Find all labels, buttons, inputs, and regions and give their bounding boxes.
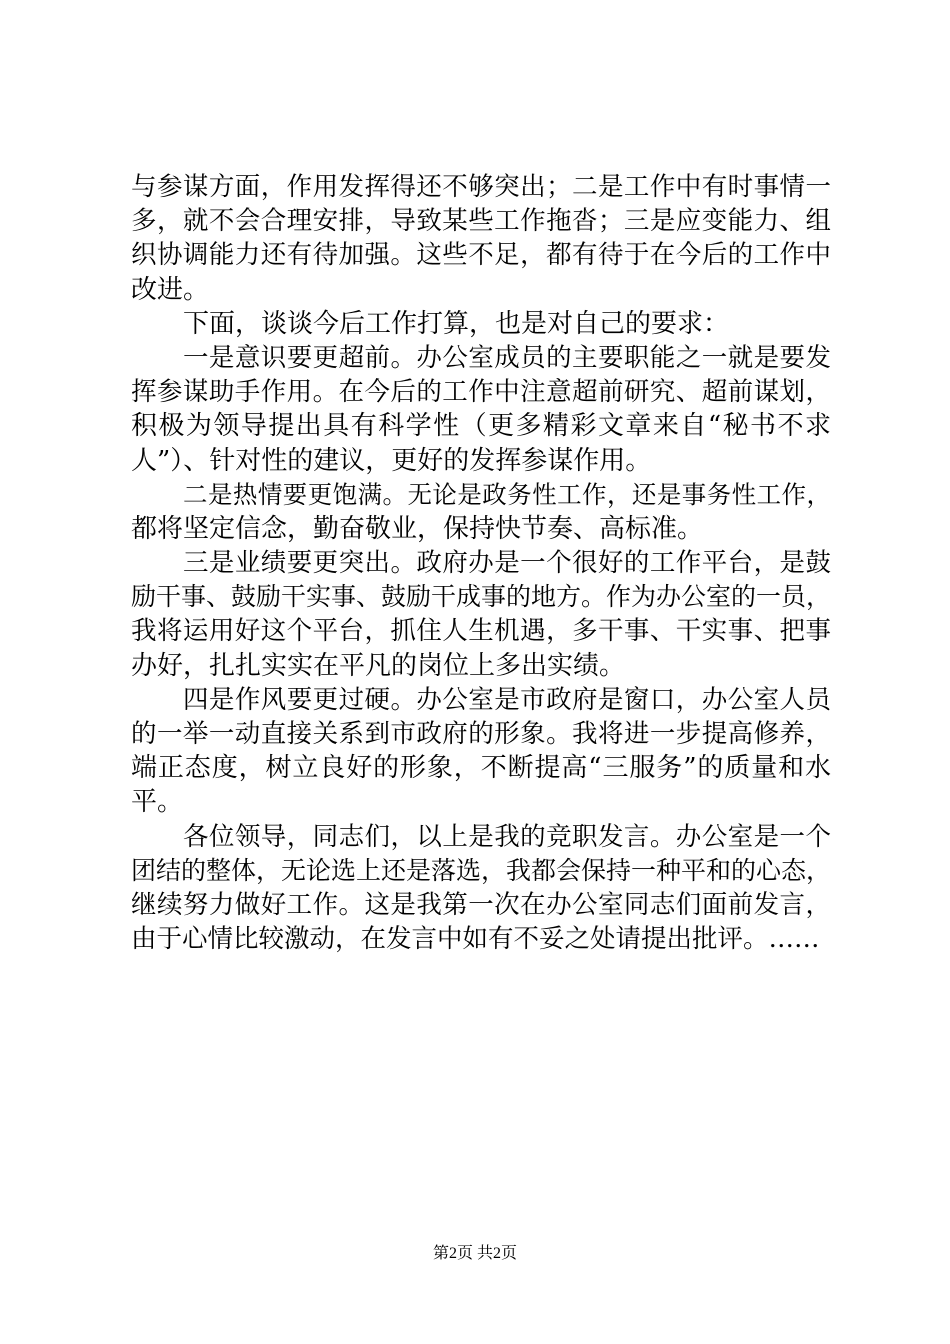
text-line: 励干事、鼓励干实事、鼓励干成事的地方。作为办公室的一员，	[131, 582, 832, 612]
text-line: 都将坚定信念，勤奋敬业，保持快节奏、高标准。	[131, 513, 704, 544]
text-line: 四是作风要更过硬。办公室是市政府是窗口，办公室人员	[183, 684, 831, 715]
text-line: 与参谋方面，作用发挥得还不够突出；二是工作中有时事情一	[131, 172, 831, 202]
text-line: 三是业绩要更突出。政府办是一个很好的工作平台，是鼓	[183, 548, 831, 579]
text-line: 的一举一动直接关系到市政府的形象。我将进一步提高修养，	[131, 719, 831, 749]
text-line: 办好，扎扎实实在平凡的岗位上多出实绩。	[131, 650, 626, 681]
text-line: 团结的整体，无论选上还是落选，我都会保持一种平和的心态，	[131, 855, 832, 885]
text-line: 多，就不会合理安排，导致某些工作拖沓；三是应变能力、组	[131, 206, 831, 237]
text-line: 挥参谋助手作用。在今后的工作中注意超前研究、超前谋划，	[131, 377, 831, 408]
text-line: 下面，谈谈今后工作打算，也是对自己的要求：	[183, 308, 730, 339]
text-line: 各位领导，同志们，以上是我的竞职发言。办公室是一个	[183, 821, 831, 852]
text-line: 织协调能力还有待加强。这些不足，都有待于在今后的工作中	[131, 240, 831, 271]
text-line: 改进。	[131, 274, 210, 305]
text-line: 端正态度，树立良好的形象，不断提高“三服务”的质量和水	[131, 753, 831, 784]
text-line: 由于心情比较激动，在发言中如有不妥之处请提出批评。……	[131, 924, 820, 955]
text-line: 一是意识要更超前。办公室成员的主要职能之一就是要发	[183, 342, 831, 373]
text-line: 积极为领导提出具有科学性（更多精彩文章来自“秘书不求	[131, 411, 831, 442]
text-line: 平。	[131, 787, 184, 818]
text-line: 我将运用好这个平台，抓住人生机遇，多干事、干实事、把事	[131, 616, 831, 647]
page-footer: 第2页 共2页	[432, 1245, 517, 1262]
text-line: 继续努力做好工作。这是我第一次在办公室同志们面前发言，	[131, 889, 831, 920]
text-line: 人”）、针对性的建议，更好的发挥参谋作用。	[131, 445, 652, 476]
document-body	[131, 170, 831, 956]
text-line: 二是热情要更饱满。无论是政务性工作，还是事务性工作，	[183, 479, 831, 509]
